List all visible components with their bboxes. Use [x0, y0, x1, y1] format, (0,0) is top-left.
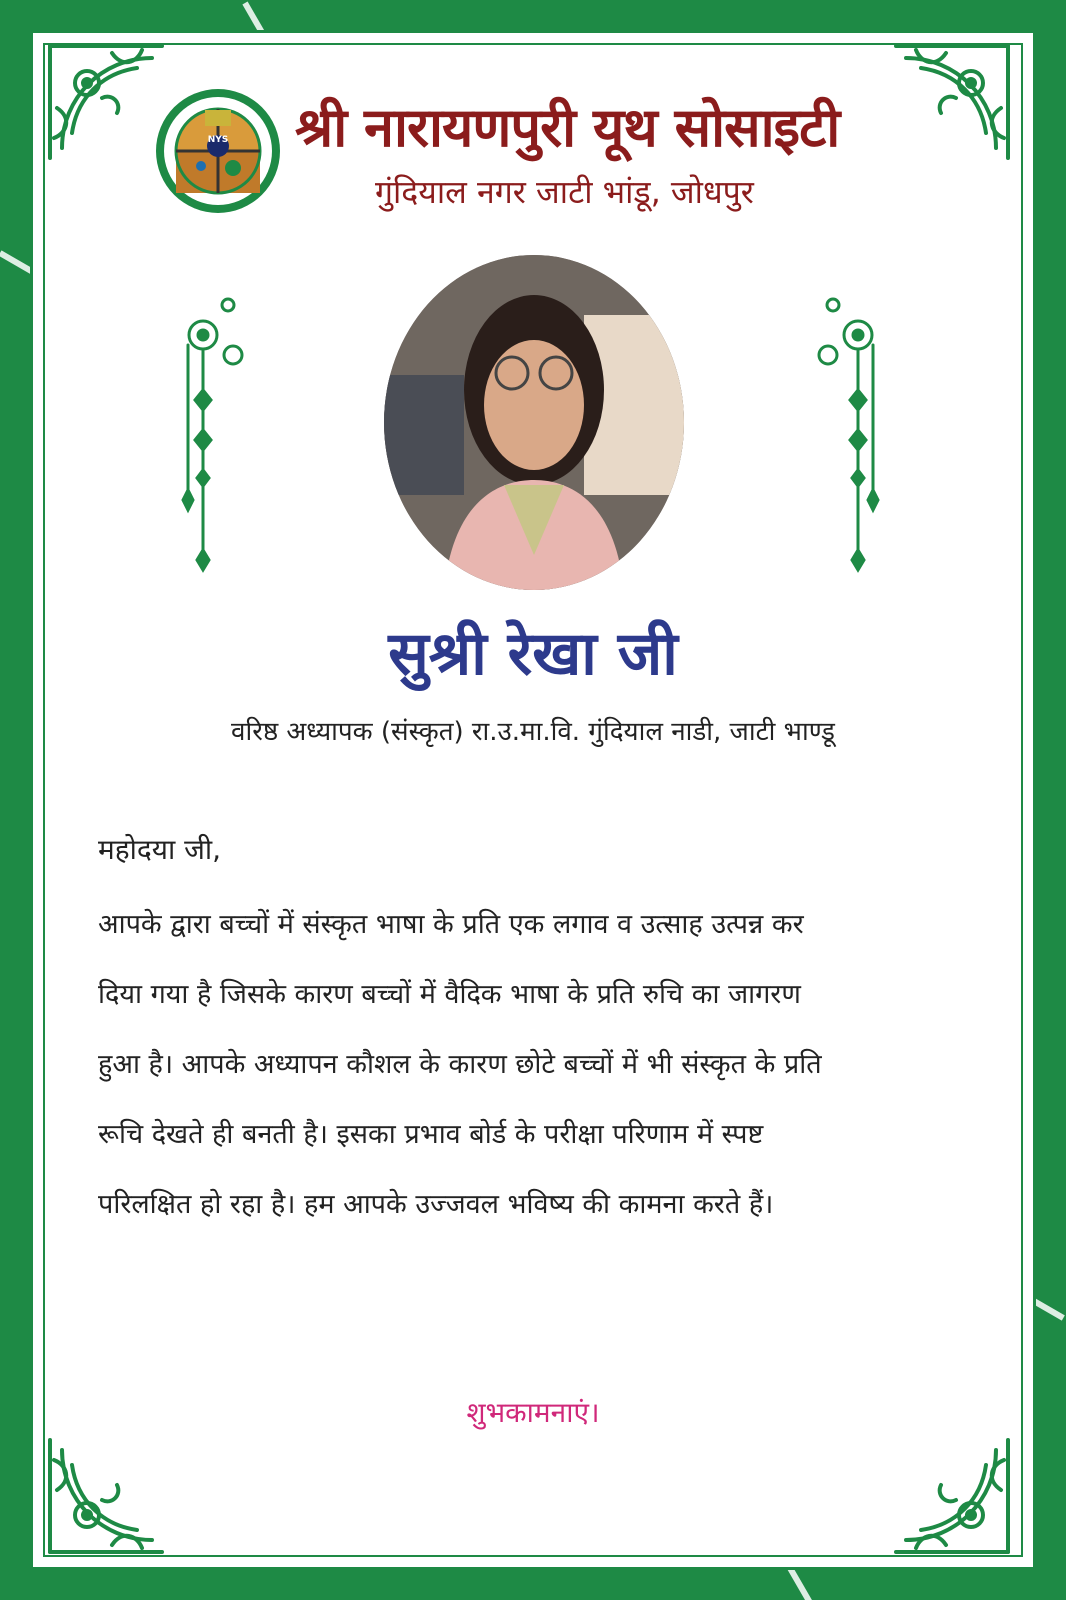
- floral-corner-icon: [42, 38, 172, 168]
- message-line: हुआ है। आपके अध्यापन कौशल के कारण छोटे बच्चों में भी संस्कृत के प्रति: [98, 1049, 822, 1080]
- floral-garland-icon: [168, 290, 258, 580]
- honoree-photo: [384, 255, 684, 590]
- floral-corner-icon: [886, 1430, 1016, 1560]
- closing-wishes: शुभकामनाएं।: [466, 1396, 600, 1429]
- floral-corner-icon: [42, 1430, 172, 1560]
- honoree-name: सुश्री रेखा जी: [388, 619, 678, 689]
- society-logo-icon: [155, 88, 281, 214]
- message-line: आपके द्वारा बच्चों में संस्कृत भाषा के प्रति एक लगाव व उत्साह उत्पन्न कर: [98, 909, 804, 940]
- organization-title: श्री नारायणपुरी यूथ सोसाइटी: [295, 96, 840, 159]
- floral-garland-icon: [803, 290, 893, 580]
- message-body: [98, 890, 978, 1240]
- logo-badge: NYS: [207, 135, 229, 145]
- salutation: महोदया जी,: [98, 833, 222, 866]
- message-line: परिलक्षित हो रहा है। हम आपके उज्जवल भविष्य की कामना करते हैं।: [98, 1189, 774, 1220]
- honoree-designation: वरिष्ठ अध्यापक (संस्कृत) रा.उ.मा.वि. गुंदियाल नाडी, जाटी भाण्डू: [231, 717, 835, 747]
- organization-subtitle: गुंदियाल नगर जाटी भांडू, जोधपुर: [375, 173, 754, 211]
- message-line: रूचि देखते ही बनती है। इसका प्रभाव बोर्ड के परीक्षा परिणाम में स्पष्ट: [98, 1119, 764, 1150]
- decorative-stripe: [787, 1567, 812, 1600]
- message-line: दिया गया है जिसके कारण बच्चों में वैदिक भाषा के प्रति रुचि का जागरण: [98, 979, 801, 1010]
